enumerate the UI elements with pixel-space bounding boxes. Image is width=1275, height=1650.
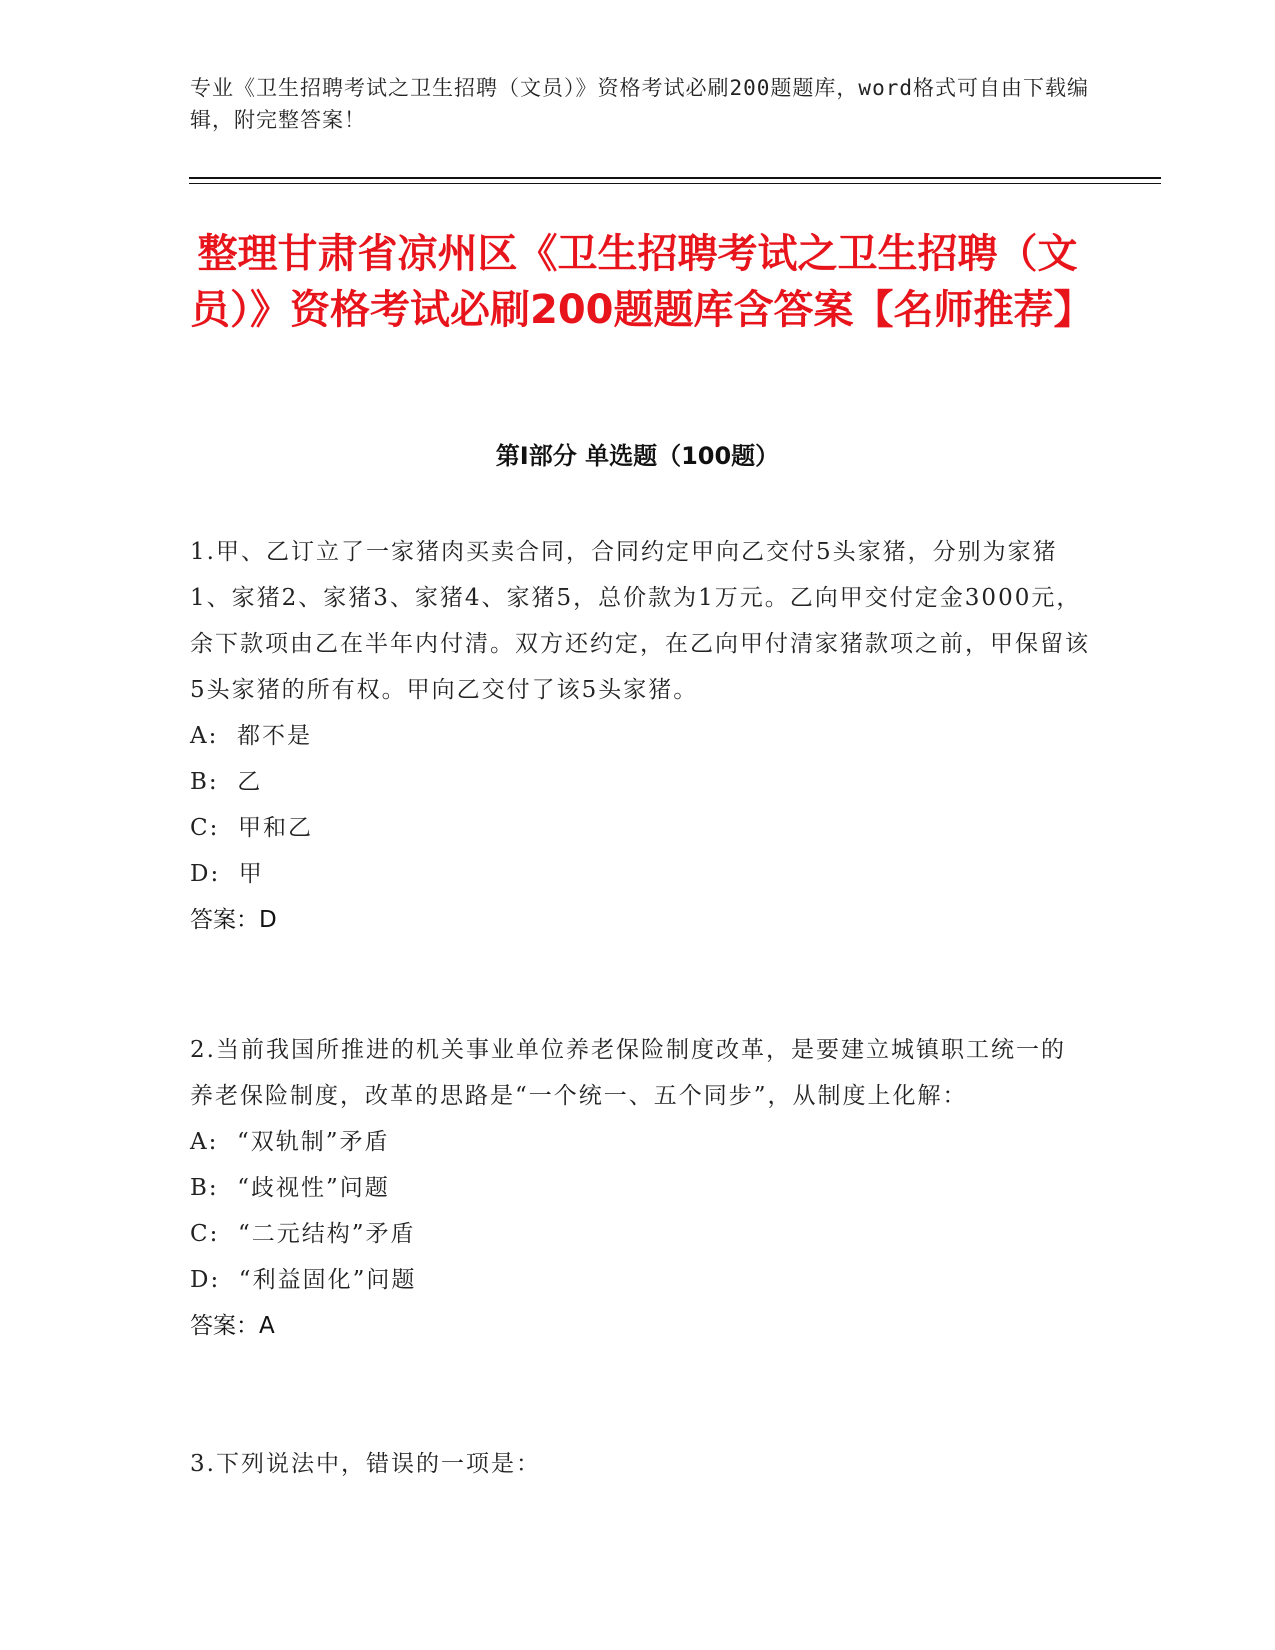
option-c: C: 甲和乙 [190, 815, 313, 841]
option-d: D: 甲 [190, 861, 264, 887]
question-stem: 2.当前我国所推进的机关事业单位养老保险制度改革，是要建立城镇职工统一的养老保险制度，改革的思路是“一个统一、五个同步”，从制度上化解： [190, 1037, 1066, 1109]
option-b: B: 乙 [190, 769, 263, 795]
option-d: D: “利益固化”问题 [190, 1267, 417, 1293]
header-divider-thick [189, 177, 1161, 179]
option-a: A: “双轨制”矛盾 [190, 1129, 390, 1155]
option-c: C: “二元结构”矛盾 [190, 1221, 416, 1247]
header-divider-thin [189, 183, 1161, 184]
question-2 [190, 1027, 1090, 1349]
answer: 答案：A [190, 1313, 275, 1339]
answer: 答案：D [190, 907, 277, 933]
header-note: 专业《卫生招聘考试之卫生招聘（文员）》资格考试必刷200题题库，word格式可自由下载编辑，附完整答案！ [190, 76, 1089, 132]
option-a: A: 都不是 [190, 723, 312, 749]
question-3 [190, 1441, 1090, 1487]
question-stem: 1.甲、乙订立了一家猪肉买卖合同，合同约定甲向乙交付5头家猪，分别为家猪1、家猪2、家猪3、家猪4、家猪5，总价款为1万元。乙向甲交付定金3000元，余下款项由乙在半年内付清。双方还约定，在乙向甲付清家猪款项之前，甲保留该5头家猪的所有权。甲向乙交付了该5头家猪。 [190, 539, 1090, 703]
option-b: B: “歧视性”问题 [190, 1175, 390, 1201]
document-title: 整理甘肃省凉州区《卫生招聘考试之卫生招聘（文员）》资格考试必刷200题题库含答案【名师推荐】 [190, 231, 1094, 333]
section-title: 第Ⅰ部分 单选题（100题） [495, 442, 780, 470]
question-1 [190, 529, 1090, 943]
question-stem: 3.下列说法中，错误的一项是： [190, 1451, 541, 1477]
